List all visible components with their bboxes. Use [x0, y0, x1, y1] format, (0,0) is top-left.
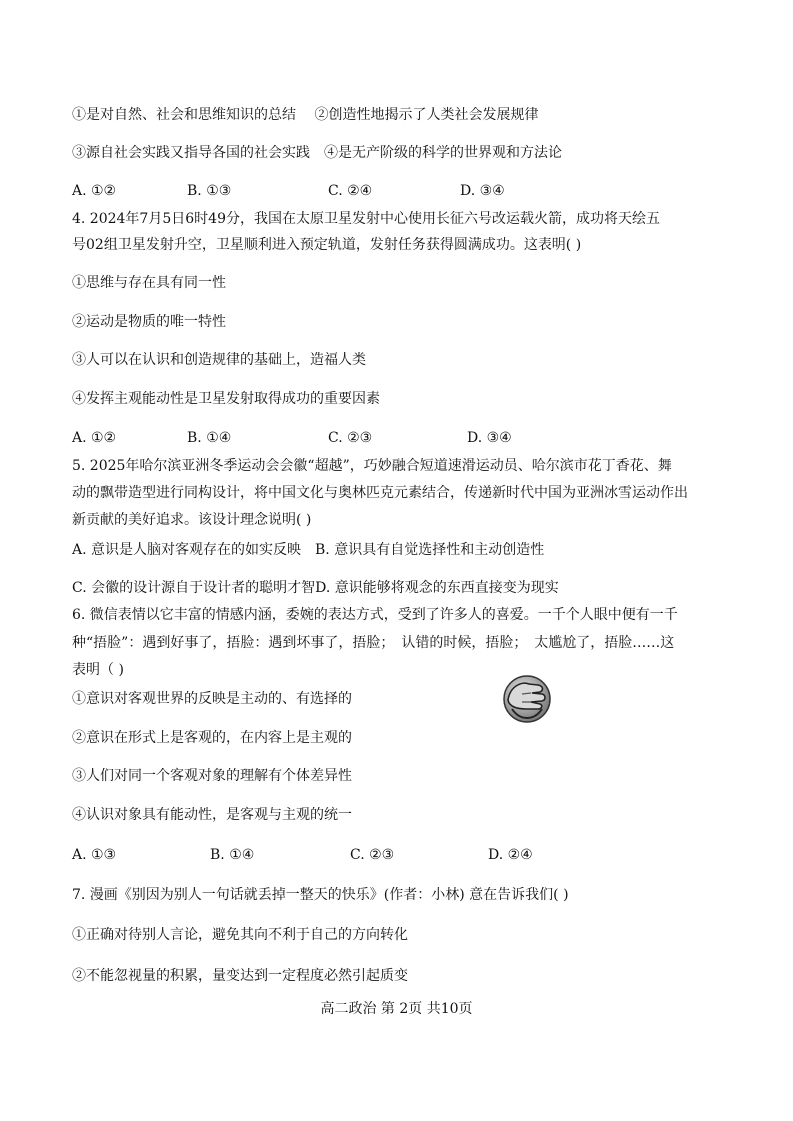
q3-option-c: C. ②④ — [328, 183, 373, 199]
q6-stem-line2: 种“捂脸”：遇到好事了，捂脸：遇到坏事了，捂脸； 认错的时候，捂脸； 太尴尬了，捂脸……这 — [72, 635, 675, 651]
q3-option-d: D. ③④ — [460, 183, 505, 199]
facepalm-emoji-icon — [502, 674, 552, 724]
q4-option-d: D. ③④ — [467, 430, 512, 446]
q5-stem-line3: 新贡献的美好追求。该设计理念说明( ) — [72, 512, 312, 528]
q4-item-4: ④发挥主观能动性是卫星发射取得成功的重要因素 — [72, 391, 380, 407]
q5-options-cd: C. 会徽的设计源自于设计者的聪明才智D. 意识能够将观念的东西直接变为现实 — [72, 580, 559, 596]
page-footer: 高二政治 第 2页 共10页 — [320, 1001, 473, 1017]
q6-item-4: ④认识对象具有能动性，是客观与主观的统一 — [72, 807, 352, 823]
q7-stem: 7. 漫画《别因为别人一句话就丢掉一整天的快乐》(作者：小林) 意在告诉我们( ) — [72, 887, 569, 903]
q4-stem-line2: 号02组卫星发射升空，卫星顺利进入预定轨道，发射任务获得圆满成功。这表明( ) — [72, 237, 582, 253]
q6-option-c: C. ②③ — [350, 847, 395, 863]
q6-item-3: ③人们对同一个客观对象的理解有个体差异性 — [72, 768, 352, 784]
q4-options — [72, 429, 572, 447]
q4-item-1: ①思维与存在具有同一性 — [72, 275, 226, 291]
q6-option-a: A. ①③ — [72, 847, 117, 863]
q4-item-2: ②运动是物质的唯一特性 — [72, 314, 226, 330]
q5-options-ab: A. 意识是人脑对客观存在的如实反映 B. 意识具有自觉选择性和主动创造性 — [72, 542, 545, 558]
q7-item-2: ②不能忽视量的积累，量变达到一定程度必然引起质变 — [72, 968, 408, 984]
q6-item-1: ①意识对客观世界的反映是主动的、有选择的 — [72, 691, 352, 707]
q5-stem-line2: 动的飘带造型进行同构设计，将中国文化与奥林匹克元素结合，传递新时代中国为亚洲冰雪运动作出 — [72, 485, 688, 501]
q3-options — [72, 182, 572, 200]
q5-stem-line1: 5. 2025年哈尔滨亚洲冬季运动会会徽“超越”，巧妙融合短道速滑运动员、哈尔滨市花丁香花、舞 — [72, 458, 672, 474]
q7-item-1: ①正确对待别人言论，避免其向不利于自己的方向转化 — [72, 927, 408, 943]
q3-item-3-4: ③源自社会实践又指导各国的社会实践 ④是无产阶级的科学的世界观和方法论 — [72, 145, 562, 161]
q6-option-d: D. ②④ — [488, 847, 533, 863]
q6-stem-line1: 6. 微信表情以它丰富的情感内涵，委婉的表达方式，受到了许多人的喜爱。一千个人眼中便有一千 — [72, 607, 678, 623]
q6-item-2: ②意识在形式上是客观的，在内容上是主观的 — [72, 730, 352, 746]
q3-item-1-2: ①是对自然、社会和思维知识的总结 ②创造性地揭示了人类社会发展规律 — [72, 107, 539, 123]
q6-options — [72, 846, 572, 864]
q4-item-3: ③人可以在认识和创造规律的基础上，造福人类 — [72, 352, 366, 368]
q4-option-c: C. ②③ — [328, 430, 373, 446]
q3-option-a: A. ①② — [72, 183, 117, 199]
q4-option-b: B. ①④ — [187, 430, 232, 446]
q3-option-b: B. ①③ — [187, 183, 232, 199]
q6-stem-line3: 表明（ ) — [72, 662, 124, 678]
q6-option-b: B. ①④ — [210, 847, 255, 863]
q4-option-a: A. ①② — [72, 430, 117, 446]
q4-stem-line1: 4. 2024年7月5日6时49分，我国在太原卫星发射中心使用长征六号改运载火箭，成功将天绘五 — [72, 211, 660, 227]
